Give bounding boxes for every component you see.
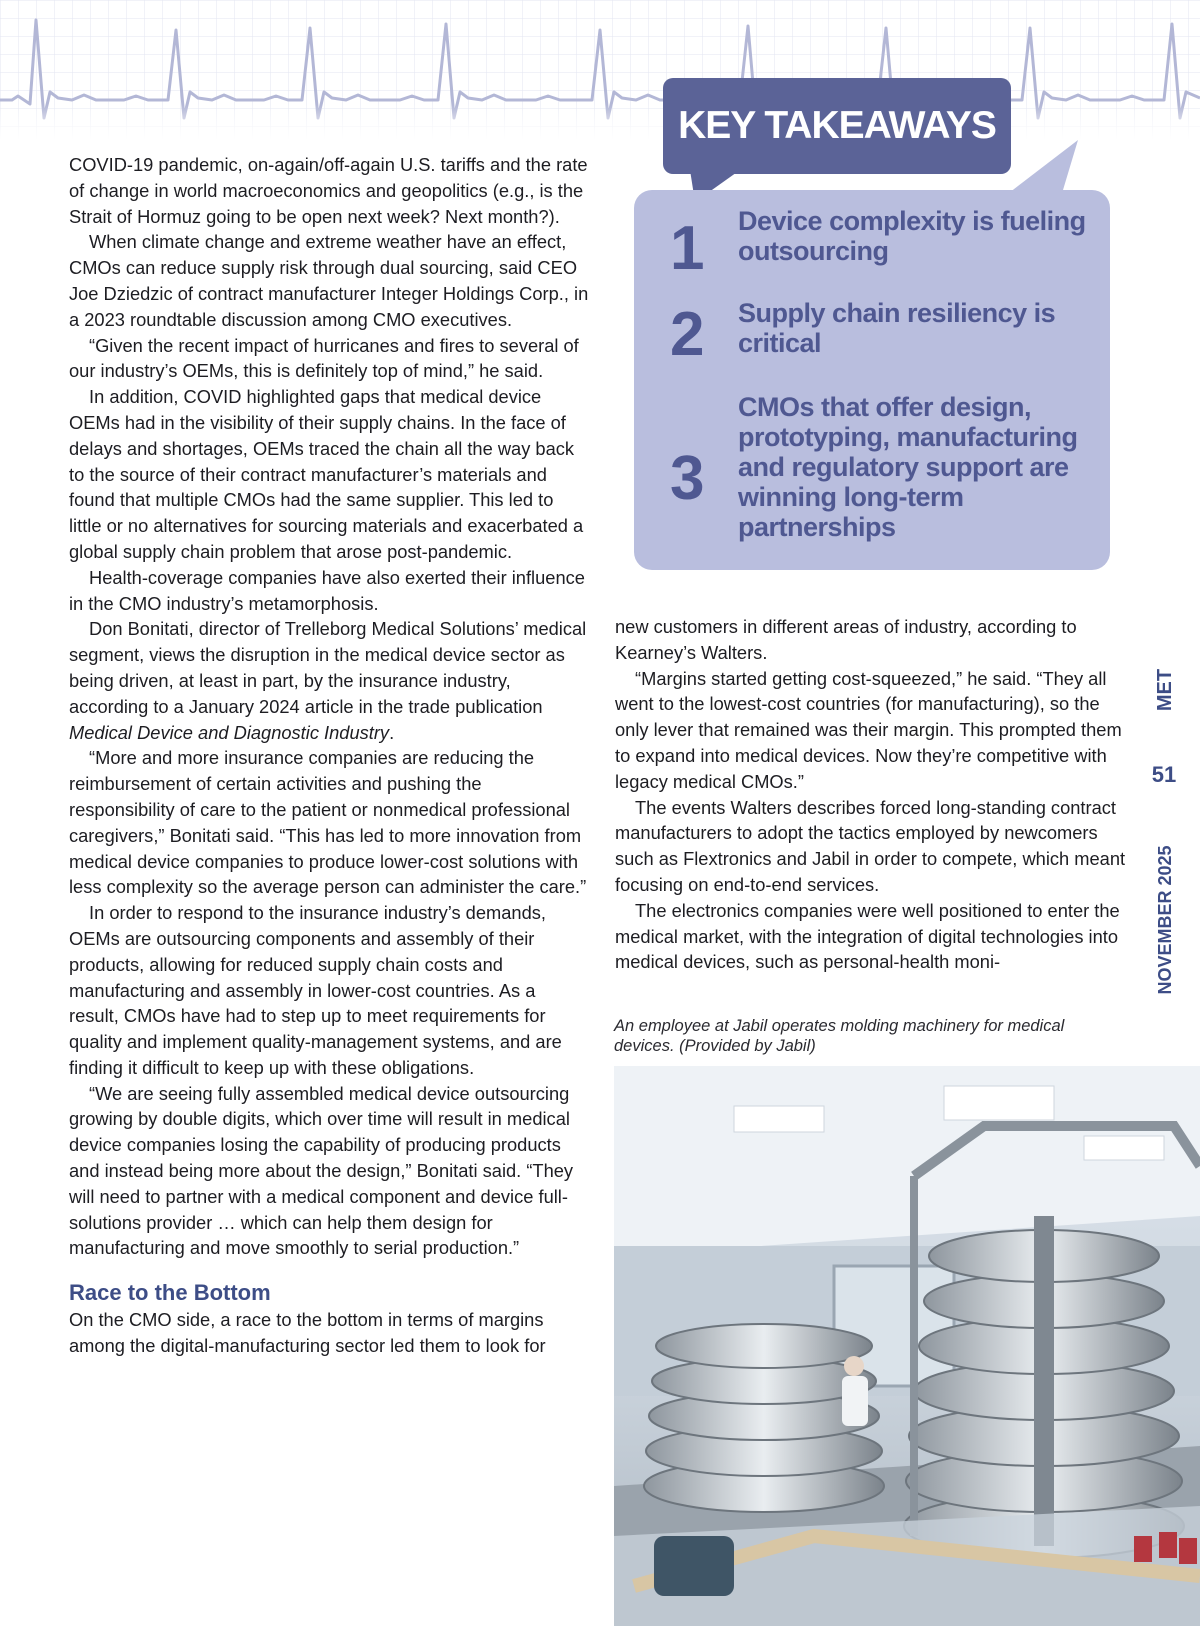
svg-text:NOVEMBER 2025: NOVEMBER 2025 [1155, 845, 1175, 995]
page-side-tab [1140, 660, 1188, 1020]
takeaways-bubble [634, 190, 1110, 570]
takeaway-text: Device complexity is fueling outsourcing [738, 206, 1086, 266]
takeaway-number: 2 [670, 300, 705, 369]
paragraph [69, 616, 589, 745]
section-heading: Race to the Bottom [69, 1280, 271, 1306]
publication-title: Medical Device and Diagnostic Industry [69, 721, 390, 743]
photo-caption: An employee at Jabil operates molding machinery for medical devices. (Provided by Jabil) [614, 1017, 1065, 1055]
jabil-machinery-photo [614, 1066, 1200, 1626]
issue-date [1140, 820, 1188, 1020]
paragraph: “Margins started getting cost-squeezed,” he said. “They all went to the lowest-cost countries (for manufacturing), so the only lever that remained was their margin. This prompted them to expand into medical devices. Now they’re competitive with legacy medical CMOs.” [615, 667, 1122, 792]
takeaway-number: 3 [670, 444, 705, 513]
paragraph: On the CMO side, a race to the bottom in terms of margins among the digital-manufacturing sector led them to look for [69, 1309, 546, 1357]
paragraph: COVID-19 pandemic, on-again/off-again U.S. tariffs and the rate of change in world macroeconomics and geopolitics (e.g., is the Strait of Hormuz going to be open next week? Next month?). [69, 154, 588, 227]
paragraph: “Given the recent impact of hurricanes and fires to several of our industry’s OEMs, this is definitely top of mind,” he said. [69, 334, 579, 382]
paragraph-text: Don Bonitati, director of Trelleborg Medical Solutions’ medical segment, views the disruption in the medical device sector as being driven, at least in part, by the insurance industry, according to a January 2024 article in the trade publication [69, 618, 587, 717]
key-takeaways-callout [0, 0, 1200, 580]
magazine-name [1140, 660, 1188, 720]
paragraph: In addition, COVID highlighted gaps that medical device OEMs had in the visibility of their supply chains. In the face of delays and shortages, OEMs traced the chain all the way back to the source of their contract manufacturer’s materials and found that multiple CMOs had the same supplier. This led to little or no alternatives for sourcing materials and exacerbated a global supply chain problem that arose post-pandemic. [69, 386, 584, 562]
takeaway-text: Supply chain resiliency is critical [738, 298, 1056, 358]
paragraph: “We are seeing fully assembled medical device outsourcing growing by double digits, which over time will result in medical device companies losing the capability of producing products and instead being more about the design,” Bonitati said. “They will need to partner with a medical component and device full-solutions provider … which can help them design for manufacturing and move smoothly to serial production.” [69, 1082, 574, 1259]
page-number: 51 [1151, 762, 1177, 787]
paragraph: new customers in different areas of industry, according to Kearney’s Walters. [615, 616, 1077, 663]
paragraph: The events Walters describes forced long-standing contract manufacturers to adopt the tactics employed by newcomers such as Flextronics and Jabil in order to compete, which meant focusing on end-to-end services. [615, 796, 1126, 895]
paragraph: In order to respond to the insurance industry’s demands, OEMs are outsourcing components and assembly of their products, allowing for reduced supply chain costs and manufacturing and assembly in lower-cost countries. As a result, CMOs have had to step up to meet requirements for quality and implement quality-management systems, and are finding it difficult to keep up with these obligations. [69, 902, 562, 1078]
paragraph: “More and more insurance companies are reducing the reimbursement of certain activities and pushing the responsibility of care to the patient or nonmedical professional caregivers,” Bonitati said. “This has led to more innovation from medical device companies to produce lower-cost solutions with less complexity so the average person can administer the care.” [69, 747, 587, 898]
paragraph-end: . [389, 721, 395, 743]
svg-text:MET: MET [1154, 668, 1176, 712]
paragraph: Health-coverage companies have also exerted their influence in the CMO industry’s metamorphosis. [69, 566, 585, 614]
paragraph: When climate change and extreme weather have an effect, CMOs can reduce supply risk through dual sourcing, said CEO Joe Dziedzic of contract manufacturer Integer Holdings Corp., in a 2023 roundtable discussion among CMO executives. [69, 231, 589, 330]
takeaway-text: CMOs that offer design, prototyping, manufacturing and regulatory support are winning long-term partnerships [738, 392, 1078, 542]
article-right-column [615, 614, 1135, 975]
takeaway-number: 1 [670, 214, 705, 283]
takeaways-title: KEY TAKEAWAYS [663, 78, 1011, 174]
paragraph: The electronics companies were well positioned to enter the medical market, with the integration of digital technologies into medical devices, such as personal-health moni- [615, 899, 1120, 973]
